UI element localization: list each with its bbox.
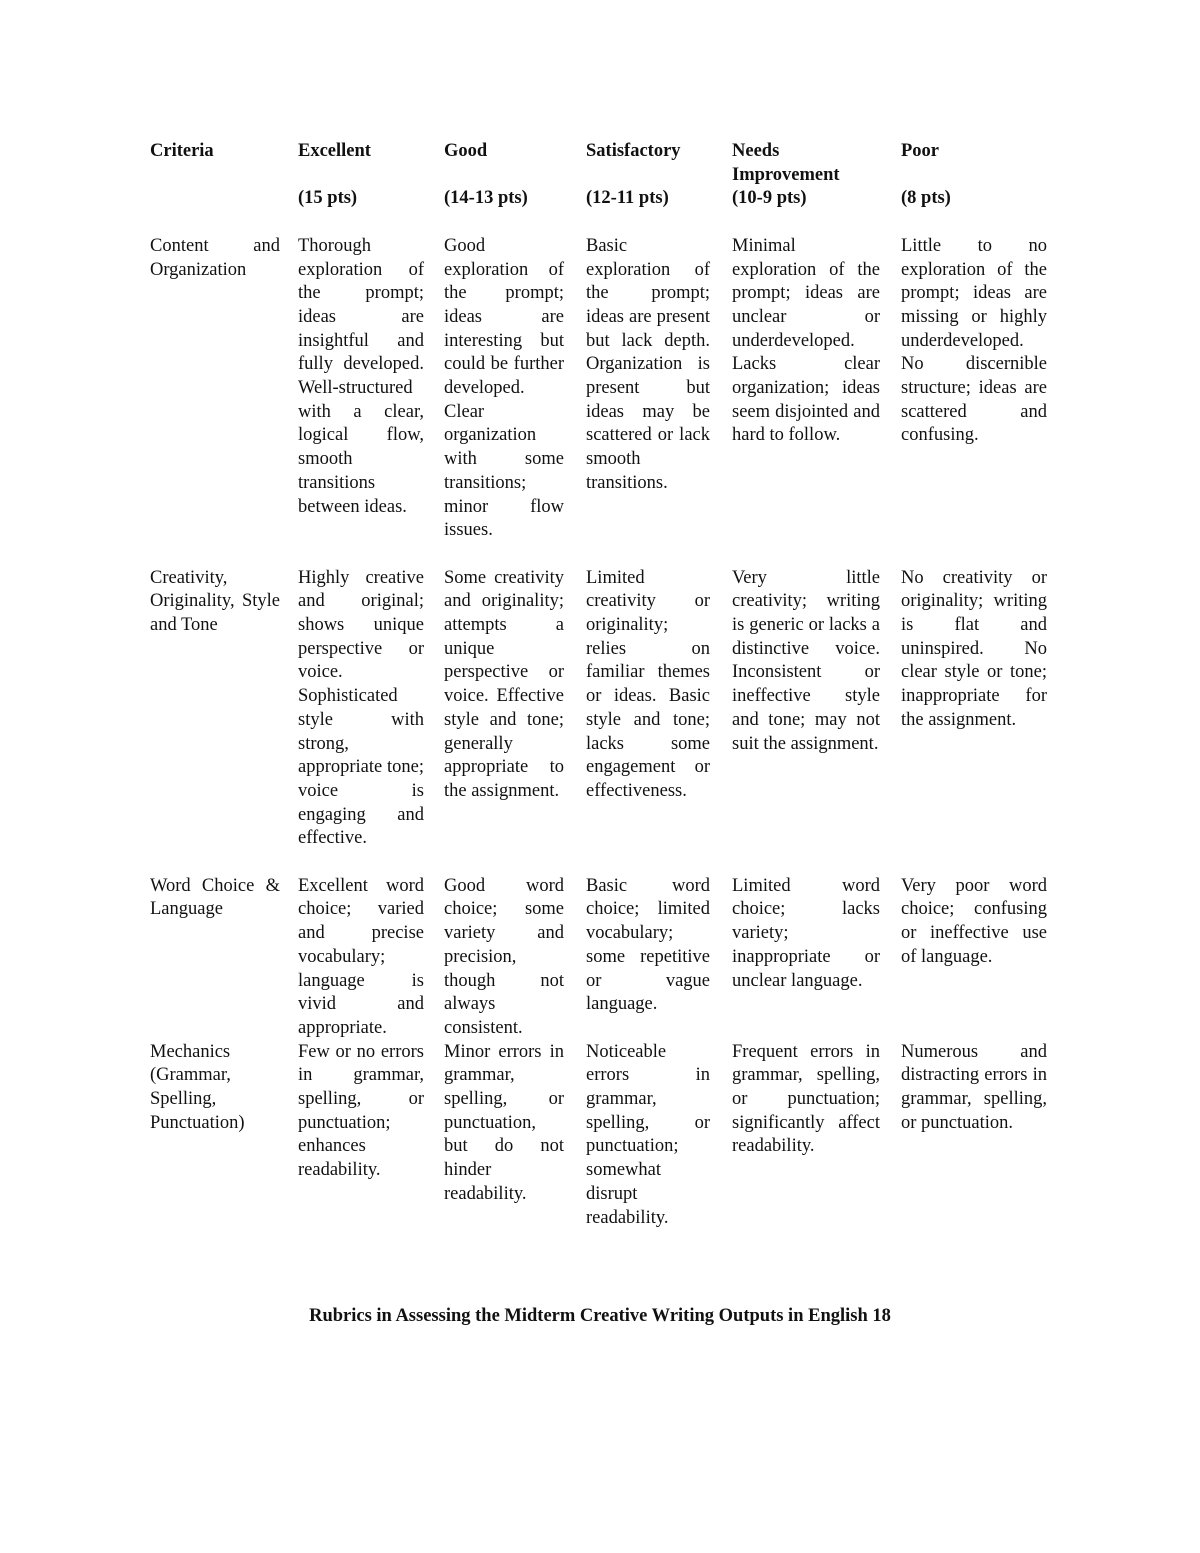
header-satisfactory xyxy=(586,140,732,211)
cell-satisfactory: Limited creativity or originality; relies on familiar themes or ideas. Basic style and tone; lacks some engagement or effectiveness. xyxy=(586,567,710,801)
cell-excellent: Thorough exploration of the prompt; ideas are insightful and fully developed. Well-structured with a clear, logical flow, smooth transitions between ideas. xyxy=(298,235,424,517)
level-points: (10-9 pts) xyxy=(732,188,807,209)
cell-excellent: Excellent word choice; varied and precise vocabulary; language is vivid and appropriate. xyxy=(298,875,424,1038)
header-row xyxy=(150,140,1047,211)
spacer-row xyxy=(150,211,1047,235)
cell-needs-improvement: Minimal exploration of the prompt; ideas are unclear or underdeveloped. Lacks clear organization; ideas seem disjointed and hard to follow. xyxy=(732,235,880,446)
cell-poor: Little to no exploration of the prompt; ideas are missing or highly underdeveloped. No discernible structure; ideas are scattered and confusing. xyxy=(901,235,1047,446)
level-name: Poor xyxy=(901,141,940,161)
header-good xyxy=(444,140,586,211)
level-points: (15 pts) xyxy=(298,188,358,209)
cell-good: Minor errors in grammar, spelling, or punctuation, but do not hinder readability. xyxy=(444,1041,564,1204)
criterion-creativity-style: Creativity, Originality, Style and Tone xyxy=(150,567,280,636)
rubric-table xyxy=(150,140,1047,1230)
cell-needs-improvement: Frequent errors in grammar, spelling, or punctuation; significantly affect readability. xyxy=(732,1041,880,1157)
cell-excellent: Few or no errors in grammar, spelling, or punctuation; enhances readability. xyxy=(298,1041,424,1181)
table-caption: Rubrics in Assessing the Midterm Creative Writing Outputs in English 18 xyxy=(309,1306,891,1326)
level-points: (8 pts) xyxy=(901,188,951,209)
header-needs-improvement xyxy=(732,140,901,211)
criterion-word-choice: Word Choice & Language xyxy=(150,875,280,920)
cell-poor: Numerous and distracting errors in grammar, spelling, or punctuation. xyxy=(901,1041,1047,1133)
cell-satisfactory: Basic word choice; limited vocabulary; some repetitive or vague language. xyxy=(586,875,710,1015)
header-criteria: Criteria xyxy=(150,141,214,161)
header-poor xyxy=(901,140,1047,211)
cell-good: Good exploration of the prompt; ideas are interesting but could be further developed. Clear organization with some transitions; minor flow issues. xyxy=(444,235,564,541)
level-name: Excellent xyxy=(298,141,371,161)
level-points: (12-11 pts) xyxy=(586,188,669,209)
cell-needs-improvement: Limited word choice; lacks variety; inappropriate or unclear language. xyxy=(732,875,880,991)
table-row xyxy=(150,875,1047,1041)
criterion-mechanics: Mechanics (Grammar, Spelling, Punctuation) xyxy=(150,1041,245,1133)
level-points: (14-13 pts) xyxy=(444,188,528,209)
cell-satisfactory: Basic exploration of the prompt; ideas are present but lack depth. Organization is present but ideas may be scattered or lack smooth transitions. xyxy=(586,235,710,493)
cell-needs-improvement: Very little creativity; writing is generic or lacks a distinctive voice. Inconsistent or ineffective style and tone; may not suit the assignment. xyxy=(732,567,880,754)
table-row xyxy=(150,567,1047,875)
header-excellent xyxy=(298,140,444,211)
level-name: Satisfactory xyxy=(586,141,681,161)
criterion-content-organization: Content and Organization xyxy=(150,235,280,280)
level-name: Good xyxy=(444,141,488,161)
cell-satisfactory: Noticeable errors in grammar, spelling, or punctuation; somewhat disrupt readability. xyxy=(586,1041,710,1228)
cell-poor: Very poor word choice; confusing or ineffective use of language. xyxy=(901,875,1047,967)
level-name: Needs Improvement xyxy=(732,141,840,185)
table-row xyxy=(150,1041,1047,1231)
cell-good: Some creativity and originality; attempts a unique perspective or voice. Effective style and tone; generally appropriate to the assignment. xyxy=(444,567,564,801)
table-row xyxy=(150,235,1047,567)
cell-excellent: Highly creative and original; shows unique perspective or voice. Sophisticated style with strong, appropriate tone; voice is engaging and effective. xyxy=(298,567,424,849)
cell-poor: No creativity or originality; writing is flat and uninspired. No clear style or tone; inappropriate for the assignment. xyxy=(901,567,1047,730)
cell-good: Good word choice; some variety and precision, though not always consistent. xyxy=(444,875,564,1038)
